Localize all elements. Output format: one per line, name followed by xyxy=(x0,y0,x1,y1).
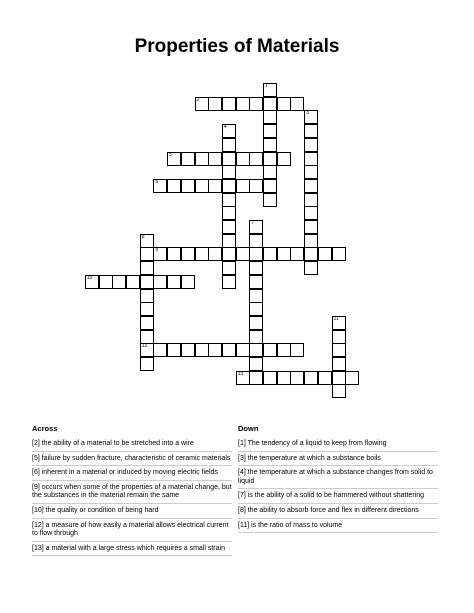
grid-cell[interactable] xyxy=(332,384,346,398)
grid-cell[interactable] xyxy=(249,179,263,193)
grid-cell[interactable] xyxy=(263,247,277,261)
grid-cell[interactable] xyxy=(222,261,236,275)
grid-cell[interactable] xyxy=(181,152,195,166)
grid-cell[interactable] xyxy=(304,371,318,385)
grid-cell[interactable] xyxy=(140,261,154,275)
grid-cell[interactable] xyxy=(249,330,263,344)
clue-number: 5 xyxy=(169,151,172,158)
grid-cell[interactable] xyxy=(263,343,277,357)
clue-number: 13 xyxy=(237,370,244,377)
grid-cell[interactable] xyxy=(167,343,181,357)
clue-down-8: [8] the ability to absorb force and flex in different directions xyxy=(238,506,438,519)
grid-cell[interactable] xyxy=(222,206,236,220)
grid-cell[interactable] xyxy=(222,234,236,248)
clue-number: 7 xyxy=(251,220,255,226)
grid-cell[interactable] xyxy=(167,275,181,289)
clue-across-5: [5] failure by sudden fracture, characteristic of ceramic materials xyxy=(32,454,232,467)
grid-cell[interactable] xyxy=(153,179,167,193)
grid-cell[interactable] xyxy=(249,357,263,371)
across-clues xyxy=(32,424,232,558)
grid-cell[interactable] xyxy=(332,343,346,357)
grid-cell[interactable] xyxy=(195,343,209,357)
grid-cell[interactable] xyxy=(249,316,263,330)
grid-cell[interactable] xyxy=(99,275,113,289)
grid-cell[interactable] xyxy=(208,247,222,261)
grid-cell[interactable] xyxy=(277,371,291,385)
grid-cell[interactable] xyxy=(236,371,250,385)
grid-cell[interactable] xyxy=(222,124,236,138)
grid-cell[interactable] xyxy=(208,152,222,166)
grid-cell[interactable] xyxy=(222,97,236,111)
grid-cell[interactable] xyxy=(263,193,277,207)
across-heading: Across xyxy=(32,424,58,433)
clue-down-4: [4] the temperature at which a substance changes from solid to liquid xyxy=(238,468,438,489)
grid-cell[interactable] xyxy=(304,165,318,179)
grid-cell[interactable] xyxy=(222,138,236,152)
grid-cell[interactable] xyxy=(263,165,277,179)
clue-across-10: [10] the quality or condition of being hard xyxy=(32,506,232,519)
grid-cell[interactable] xyxy=(222,165,236,179)
grid-cell[interactable] xyxy=(304,138,318,152)
grid-cell[interactable] xyxy=(181,179,195,193)
clue-number: 2 xyxy=(196,96,200,103)
down-clues xyxy=(238,424,438,535)
grid-cell[interactable] xyxy=(140,289,154,303)
clue-across-9: [9] occurs when some of the properties of a material change, but the substances in the material remain the same xyxy=(32,483,232,504)
clue-number: 6 xyxy=(155,178,159,185)
clue-number: 8 xyxy=(141,233,145,240)
grid-cell[interactable] xyxy=(249,289,263,303)
grid-cell[interactable] xyxy=(167,179,181,193)
grid-cell[interactable] xyxy=(195,152,209,166)
grid-cell[interactable] xyxy=(249,220,263,234)
grid-cell[interactable] xyxy=(304,206,318,220)
grid-cell[interactable] xyxy=(208,343,222,357)
clue-across-6: [6] inherent in a material or induced by moving electric fields xyxy=(32,468,232,481)
grid-cell[interactable] xyxy=(263,371,277,385)
grid-cell[interactable] xyxy=(236,343,250,357)
grid-cell[interactable] xyxy=(236,97,250,111)
grid-cell[interactable] xyxy=(290,97,304,111)
clue-down-1: [1] The tendency of a liquid to keep from flowing xyxy=(238,439,438,452)
grid-cell[interactable] xyxy=(222,193,236,207)
grid-cell[interactable] xyxy=(208,179,222,193)
grid-cell[interactable] xyxy=(263,83,277,97)
grid-cell[interactable] xyxy=(277,247,291,261)
grid-cell[interactable] xyxy=(249,302,263,316)
grid-cell[interactable] xyxy=(263,97,277,111)
grid-cell[interactable] xyxy=(140,343,154,357)
grid-cell[interactable] xyxy=(140,316,154,330)
grid-cell[interactable] xyxy=(277,343,291,357)
clue-down-3: [3] the temperature at which a substance boils xyxy=(238,454,438,467)
grid-cell[interactable] xyxy=(318,247,332,261)
grid-cell[interactable] xyxy=(249,261,263,275)
grid-cell[interactable] xyxy=(153,343,167,357)
grid-cell[interactable] xyxy=(181,247,195,261)
grid-cell[interactable] xyxy=(249,247,263,261)
clue-number: 12 xyxy=(141,343,148,350)
grid-cell[interactable] xyxy=(304,124,318,138)
grid-cell[interactable] xyxy=(290,247,304,261)
grid-cell[interactable] xyxy=(222,343,236,357)
grid-cell[interactable] xyxy=(140,275,154,289)
grid-cell[interactable] xyxy=(236,247,250,261)
grid-cell[interactable] xyxy=(208,97,222,111)
grid-cell[interactable] xyxy=(195,179,209,193)
grid-cell[interactable] xyxy=(222,275,236,289)
grid-cell[interactable] xyxy=(332,316,346,330)
grid-cell[interactable] xyxy=(236,152,250,166)
clue-across-12: [12] a measure of how easily a material allows electrical current to flow through xyxy=(32,521,232,542)
grid-cell[interactable] xyxy=(263,152,277,166)
grid-cell[interactable] xyxy=(249,97,263,111)
grid-cell[interactable] xyxy=(277,152,291,166)
grid-cell[interactable] xyxy=(304,220,318,234)
grid-cell[interactable] xyxy=(140,357,154,371)
grid-cell[interactable] xyxy=(153,247,167,261)
clue-number: 9 xyxy=(155,247,159,254)
grid-cell[interactable] xyxy=(85,275,99,289)
grid-cell[interactable] xyxy=(277,97,291,111)
grid-cell[interactable] xyxy=(304,234,318,248)
grid-cell[interactable] xyxy=(195,97,209,111)
grid-cell[interactable] xyxy=(140,330,154,344)
grid-cell[interactable] xyxy=(290,371,304,385)
grid-cell[interactable] xyxy=(304,247,318,261)
clue-number: 10 xyxy=(86,274,93,281)
grid-cell[interactable] xyxy=(249,152,263,166)
grid-cell[interactable] xyxy=(195,247,209,261)
page-title: Properties of Materials xyxy=(134,36,340,57)
grid-cell[interactable] xyxy=(304,110,318,124)
clue-number: 3 xyxy=(306,110,309,117)
grid-cell[interactable] xyxy=(263,110,277,124)
grid-cell[interactable] xyxy=(181,275,195,289)
grid-cell[interactable] xyxy=(222,220,236,234)
grid-cell[interactable] xyxy=(249,343,263,357)
grid-cell[interactable] xyxy=(167,247,181,261)
grid-cell[interactable] xyxy=(263,179,277,193)
grid-cell[interactable] xyxy=(167,152,181,166)
grid-cell[interactable] xyxy=(304,179,318,193)
grid-cell[interactable] xyxy=(249,234,263,248)
grid-cell[interactable] xyxy=(332,371,346,385)
grid-cell[interactable] xyxy=(249,371,263,385)
grid-cell[interactable] xyxy=(181,343,195,357)
grid-cell[interactable] xyxy=(112,275,126,289)
grid-cell[interactable] xyxy=(153,275,167,289)
grid-cell[interactable] xyxy=(140,302,154,316)
down-heading: Down xyxy=(238,424,259,433)
clue-down-7: [7] is the ability of a solid to be hammered without shattering xyxy=(238,491,438,504)
clue-down-11: [11] is the ratio of mass to volume xyxy=(238,521,438,534)
grid-cell[interactable] xyxy=(263,124,277,138)
grid-cell[interactable] xyxy=(236,179,250,193)
clue-across-2: [2] the ability of a material to be stretched into a wire xyxy=(32,439,232,452)
grid-cell[interactable] xyxy=(290,343,304,357)
grid-cell[interactable] xyxy=(126,275,140,289)
clue-number: 11 xyxy=(333,315,339,322)
grid-cell[interactable] xyxy=(304,152,318,166)
grid-cell[interactable] xyxy=(332,330,346,344)
grid-cell[interactable] xyxy=(345,371,359,385)
grid-cell[interactable] xyxy=(222,247,236,261)
grid-cell[interactable] xyxy=(249,275,263,289)
grid-cell[interactable] xyxy=(332,357,346,371)
grid-cell[interactable] xyxy=(263,138,277,152)
grid-cell[interactable] xyxy=(140,247,154,261)
grid-cell[interactable] xyxy=(222,179,236,193)
clue-across-13: [13] a material with a large stress which requires a small strain xyxy=(32,544,232,557)
grid-cell[interactable] xyxy=(332,247,346,261)
grid-cell[interactable] xyxy=(222,152,236,166)
grid-cell[interactable] xyxy=(318,371,332,385)
clue-number: 1 xyxy=(265,83,268,89)
grid-cell[interactable] xyxy=(140,234,154,248)
grid-cell[interactable] xyxy=(304,261,318,275)
grid-cell[interactable] xyxy=(304,193,318,207)
clue-number: 4 xyxy=(223,124,227,131)
